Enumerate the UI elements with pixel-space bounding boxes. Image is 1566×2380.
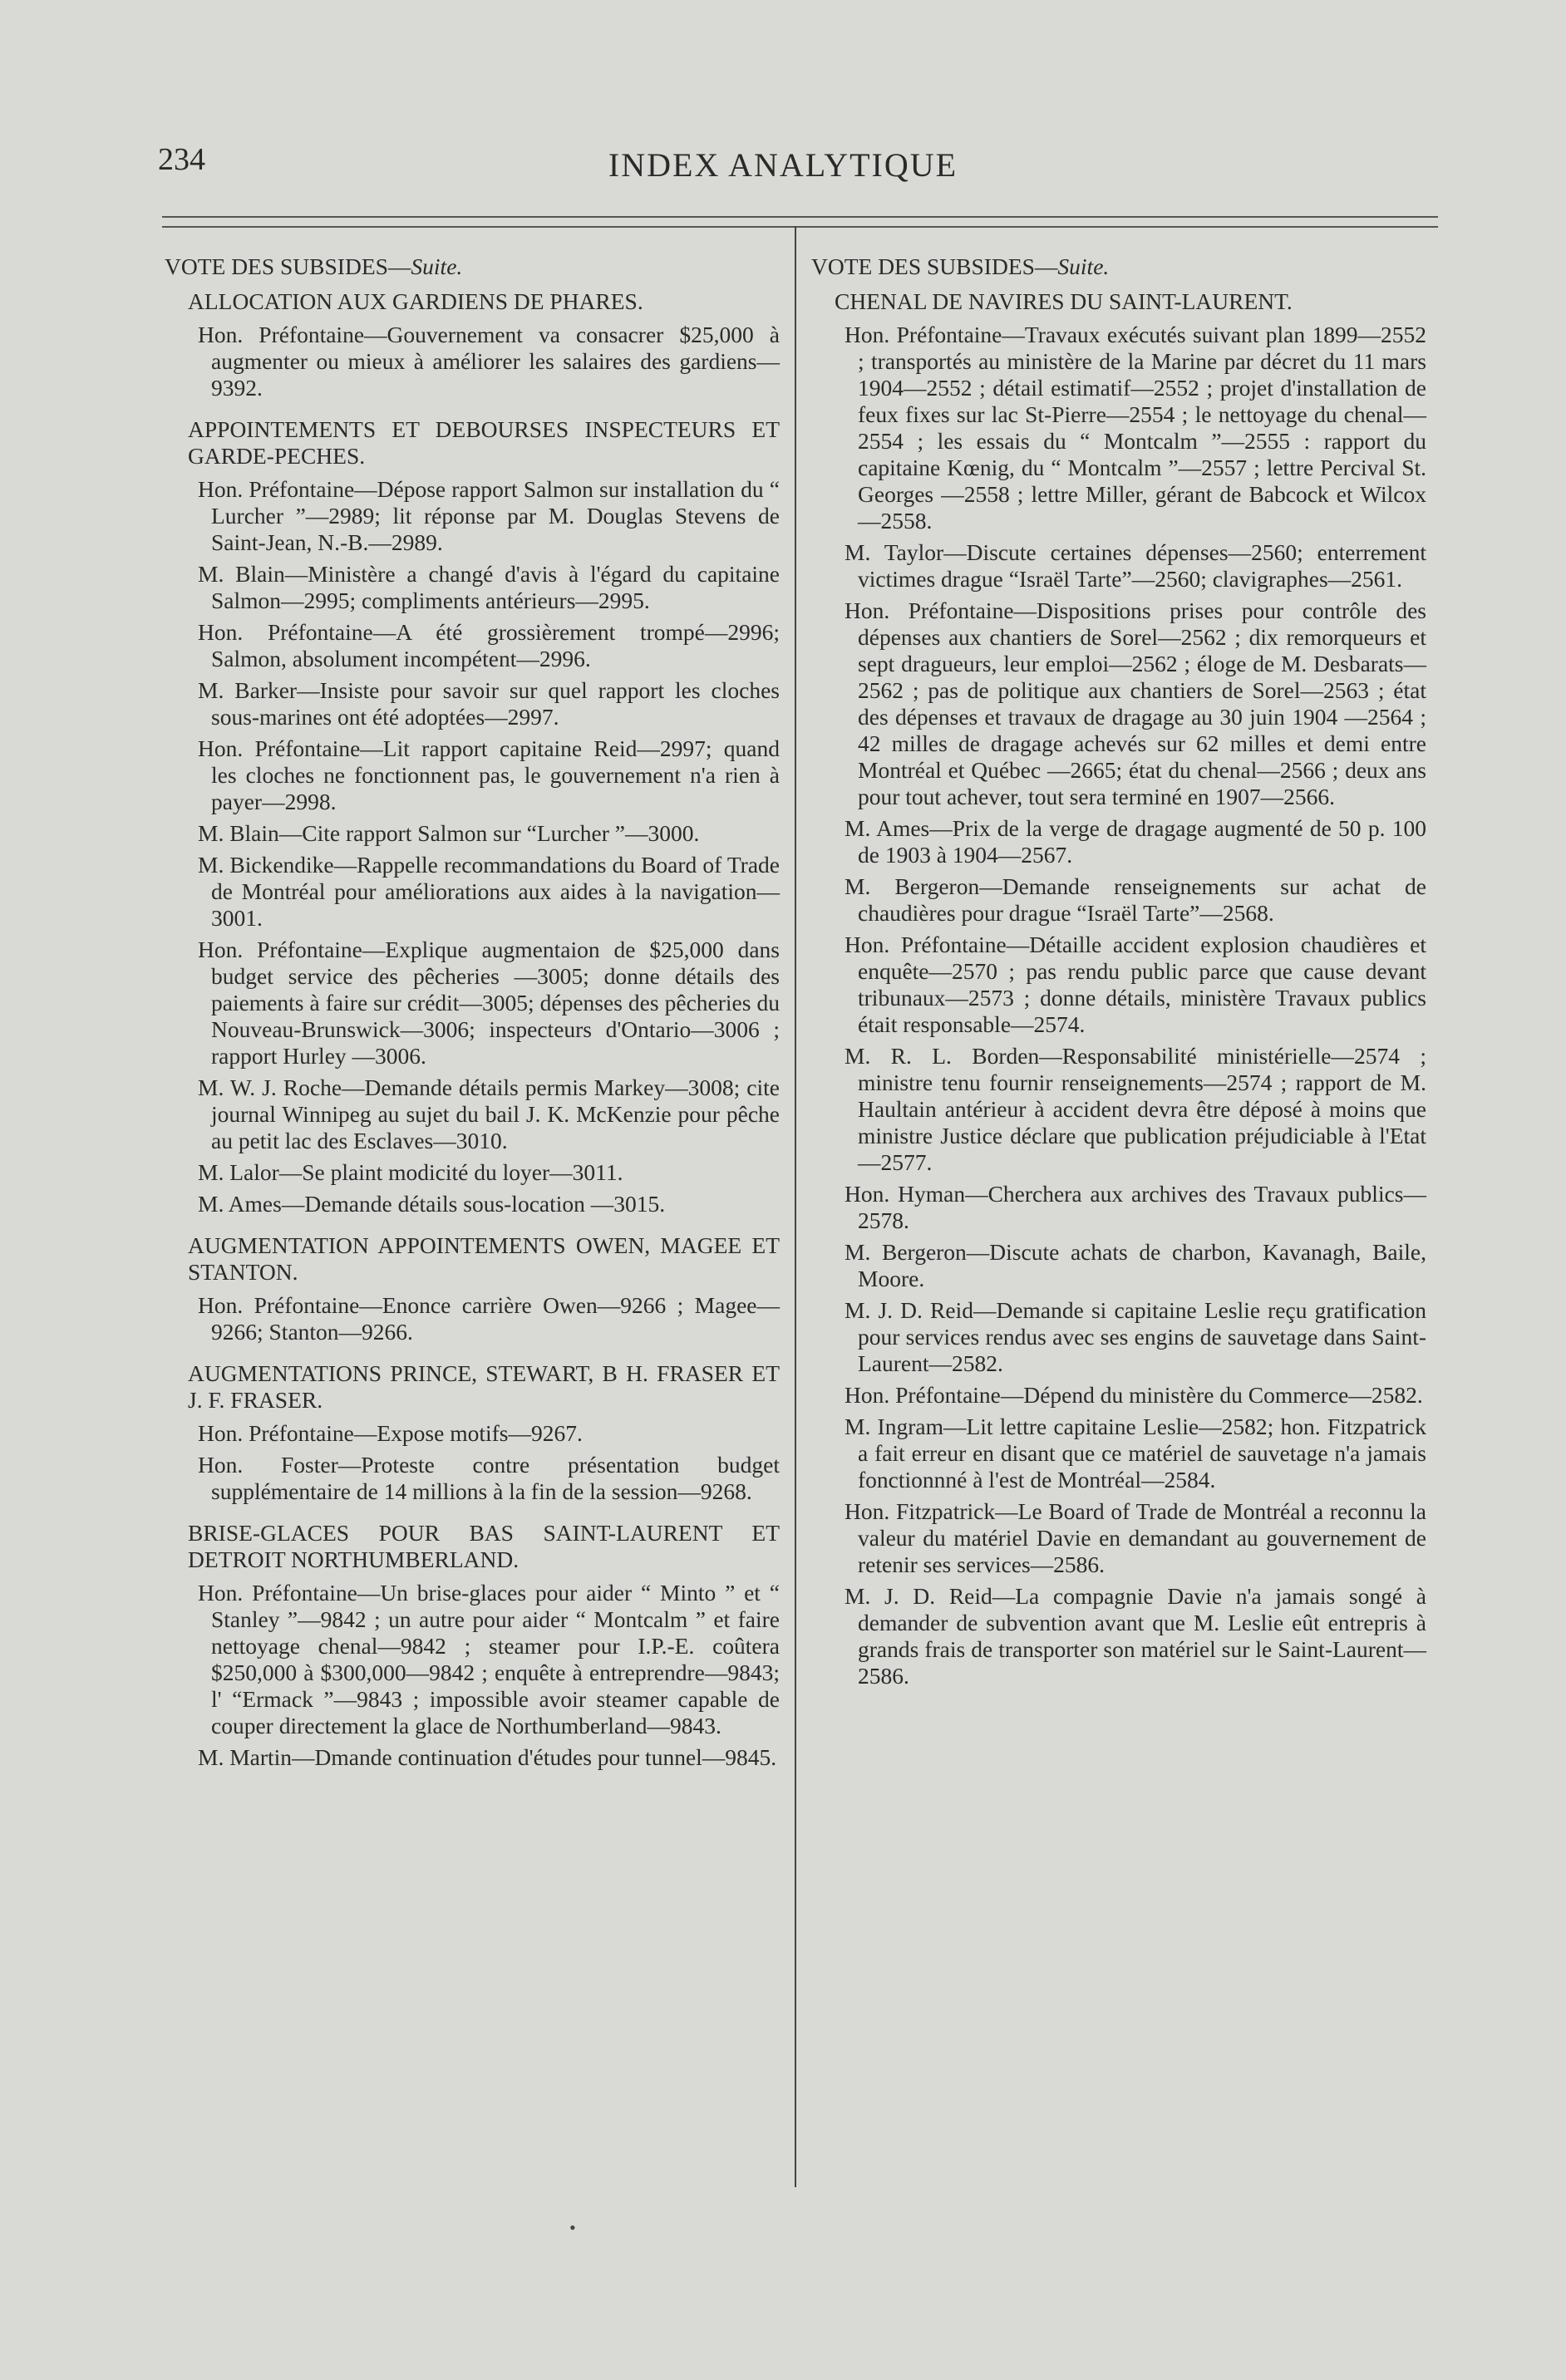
right-heading-suite: Suite. <box>1057 253 1110 279</box>
section-title: BRISE-GLACES POUR BAS SAINT-LAURENT ET DETROIT NORTHUMBERLAND. <box>188 1520 780 1572</box>
index-entry: Hon. Préfontaine—Dépend du ministère du Commerce—2582. <box>845 1382 1423 1408</box>
index-section <box>165 416 780 1217</box>
index-entry: Hon. Préfontaine—Dépose rapport Salmon sur installation du “ Lurcher ”—2989; lit réponse par M. Douglas Stevens de Saint-Jean, N.-B.—2989. <box>198 476 780 555</box>
index-entry: M. Lalor—Se plaint modicité du loyer—3011. <box>198 1159 623 1185</box>
index-entry: M. Martin—Dmande continuation d'études pour tunnel—9845. <box>198 1744 777 1770</box>
right-column <box>811 253 1426 1704</box>
left-column-heading <box>165 253 780 280</box>
index-entry: M. R. L. Borden—Responsabilité ministérielle—2574 ; ministre tenu fournir renseignements—2574 ; rapport de M. Haultain antérieur à accident devra être déposé à moins que ministre Justice déclare que publication préjudiciable à l'Etat—2577. <box>845 1043 1426 1175</box>
index-entry: Hon. Préfontaine—Détaille accident explosion chaudières et enquête—2570 ; pas rendu public parce que cause devant tribunaux—2573 ; donne détails, ministère Travaux publics était responsable—2574. <box>845 932 1426 1037</box>
index-entry: M. Bickendike—Rappelle recommandations du Board of Trade de Montréal pour améliorations aux aides à la navigation—3001. <box>198 852 780 931</box>
index-entry: M. J. D. Reid—Demande si capitaine Leslie reçu gratification pour services rendus avec ses engins de sauvetage dans Saint-Laurent—2582. <box>845 1297 1426 1376</box>
running-head: INDEX ANALYTIQUE <box>608 146 958 184</box>
index-entry: M. Bergeron—Demande renseignements sur achat de chaudières pour drague “Israël Tarte”—2568. <box>845 873 1426 926</box>
index-entry: Hon. Préfontaine—Gouvernement va consacrer $25,000 à augmenter ou mieux à améliorer les salaires des gardiens—9392. <box>198 322 780 401</box>
left-column <box>165 253 780 1786</box>
section-title: CHENAL DE NAVIRES DU SAINT-LAURENT. <box>835 288 1293 314</box>
index-section <box>165 1360 780 1505</box>
index-entry: Hon. Préfontaine—Lit rapport capitaine Reid—2997; quand les cloches ne fonctionnent pas, le gouvernement n'a rien à payer—2998. <box>198 735 780 814</box>
right-column-heading <box>811 253 1426 280</box>
index-entry: Hon. Préfontaine—Dispositions prises pour contrôle des dépenses aux chantiers de Sorel—2562 ; dix remorqueurs et sept dragueurs, leur emploi—2562 ; éloge de M. Desbarats—2562 ; pas de politique aux chantiers de Sorel—2563 ; état des dépenses et travaux de dragage au 30 juin 1904 —2564 ; 42 milles de dragage achevés sur 62 milles et demi entre Montréal et Québec —2665; état du chenal—2566 ; deux ans pour tout achever, tout sera terminé en 1907—2566. <box>845 597 1426 809</box>
right-sections <box>811 288 1426 1689</box>
index-entry: M. Ames—Demande détails sous-location —3015. <box>198 1191 666 1217</box>
left-heading-text: VOTE DES SUBSIDES— <box>165 253 411 279</box>
index-entry: M. Ames—Prix de la verge de dragage augmenté de 50 p. 100 de 1903 à 1904—2567. <box>845 815 1426 868</box>
header-rule-bottom <box>162 226 1438 228</box>
index-entry: Hon. Préfontaine—Enonce carrière Owen—9266 ; Magee—9266; Stanton—9266. <box>198 1292 780 1345</box>
index-entry: Hon. Foster—Proteste contre présentation budget supplémentaire de 14 millions à la fin de la session—9268. <box>198 1452 780 1504</box>
page-number: 234 <box>158 142 205 177</box>
section-title: APPOINTEMENTS ET DEBOURSES INSPECTEURS ET GARDE-PECHES. <box>188 416 780 469</box>
left-heading-suite: Suite. <box>411 253 463 279</box>
section-title: AUGMENTATION APPOINTEMENTS OWEN, MAGEE ET STANTON. <box>188 1232 780 1285</box>
index-entry: Hon. Hyman—Cherchera aux archives des Travaux publics—2578. <box>845 1181 1426 1233</box>
section-title: AUGMENTATIONS PRINCE, STEWART, B H. FRASER ET J. F. FRASER. <box>188 1360 780 1413</box>
index-entry: Hon. Préfontaine—Expose motifs—9267. <box>198 1420 583 1446</box>
index-entry: Hon. Fitzpatrick—Le Board of Trade de Montréal a reconnu la valeur du matériel Davie en demandant au gouvernement de retenir ses services—2586. <box>845 1498 1426 1577</box>
header-rule-top <box>162 216 1438 218</box>
index-entry: M. J. D. Reid—La compagnie Davie n'a jamais songé à demander de subvention avant que M. Leslie eût entrepris à grands frais de transporter son matériel sur le Saint-Laurent—2586. <box>845 1583 1426 1689</box>
index-entry: M. Blain—Cite rapport Salmon sur “Lurcher ”—3000. <box>198 820 700 846</box>
index-entry: M. Taylor—Discute certaines dépenses—2560; enterrement victimes drague “Israël Tarte”—2560; clavigraphes—2561. <box>845 539 1426 592</box>
section-title: ALLOCATION AUX GARDIENS DE PHARES. <box>188 288 643 314</box>
index-section <box>165 1232 780 1345</box>
footer-mark: • <box>569 2217 576 2238</box>
index-entry: Hon. Préfontaine—Un brise-glaces pour aider “ Minto ” et “ Stanley ”—9842 ; un autre pour aider “ Montcalm ” et faire nettoyage chenal—9842 ; steamer pour I.P.-E. coûtera $250,000 à $300,000—9842 ; enquête à entreprendre—9843; l' “Ermack ”—9843 ; impossible avoir steamer capable de couper directement la glace de Northumberland—9843. <box>198 1580 780 1738</box>
left-sections <box>165 288 780 1771</box>
index-entry: Hon. Préfontaine—Travaux exécutés suivant plan 1899—2552 ; transportés au ministère de la Marine par décret du 11 mars 1904—2552 ; détail estimatif—2552 ; projet d'installation de feux fixes sur lac St-Pierre—2554 ; le nettoyage du chenal—2554 ; les essais du “ Montcalm ”—2555 : rapport du capitaine Kœnig, du “ Montcalm ”—2557 ; lettre Percival St. Georges —2558 ; lettre Miller, gérant de Babcock et Wilcox—2558. <box>845 322 1426 534</box>
index-entry: M. Bergeron—Discute achats de charbon, Kavanagh, Baile, Moore. <box>845 1239 1426 1291</box>
index-entry: M. Barker—Insiste pour savoir sur quel rapport les cloches sous-marines ont été adoptées—2997. <box>198 677 780 730</box>
index-section <box>811 288 1426 1689</box>
index-entry: Hon. Préfontaine—A été grossièrement trompé—2996; Salmon, absolument incompétent—2996. <box>198 619 780 671</box>
index-entry: M. Ingram—Lit lettre capitaine Leslie—2582; hon. Fitzpatrick a fait erreur en disant que ce matériel de sauvetage n'a jamais fonctionnné à l'est de Montréal—2584. <box>845 1414 1426 1492</box>
index-entry: Hon. Préfontaine—Explique augmentaion de $25,000 dans budget service des pêcheries —3005; donne détails des paiements à faire sur crédit—3005; dépenses des pêcheries du Nouveau-Brunswick—3006; inspecteurs d'Ontario—3006 ; rapport Hurley —3006. <box>198 937 780 1069</box>
index-entry: M. W. J. Roche—Demande détails permis Markey—3008; cite journal Winnipeg au sujet du bail J. K. McKenzie pour pêche au petit lac des Esclaves—3010. <box>198 1074 780 1153</box>
column-divider <box>795 226 796 2187</box>
index-section <box>165 1520 780 1771</box>
index-entry: M. Blain—Ministère a changé d'avis à l'égard du capitaine Salmon—2995; compliments antérieurs—2995. <box>198 561 780 613</box>
index-section <box>165 288 780 401</box>
right-heading-text: VOTE DES SUBSIDES— <box>811 253 1058 279</box>
